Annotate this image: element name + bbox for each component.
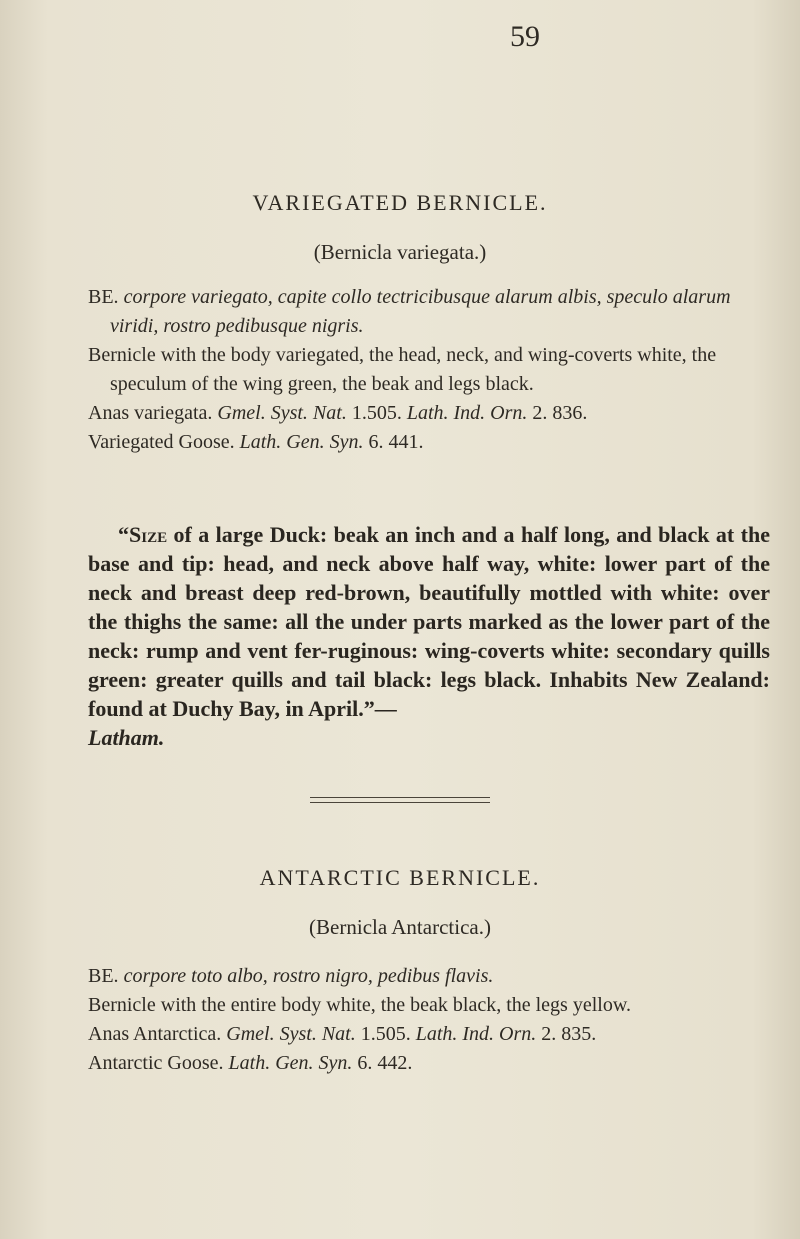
- section-title-antarctic: ANTARCTIC BERNICLE.: [259, 865, 541, 890]
- section-divider: [310, 797, 490, 803]
- synonym-ref: Lath. Gen. Syn.: [228, 1052, 353, 1074]
- latin-name-antarctic: (Bernicla Antarctica.): [309, 915, 491, 939]
- quote-text: [88, 520, 770, 723]
- synonym-ref: Lath. Ind. Orn.: [415, 1023, 537, 1045]
- latham-quote: [88, 520, 770, 752]
- synonym-ref-num: 1.505.: [360, 1023, 411, 1045]
- diagnosis-prefix: BE.: [88, 965, 119, 987]
- latin-name-variegated: (Bernicla variegata.): [313, 240, 487, 264]
- synonym-name: Anas Antarctica.: [88, 1023, 222, 1045]
- synonym-name: Anas variegata.: [88, 402, 213, 424]
- synonym-ref: Gmel. Syst. Nat.: [217, 402, 347, 424]
- latin-diagnosis: [88, 962, 770, 991]
- section-title-variegated: VARIEGATED BERNICLE.: [252, 190, 548, 215]
- synonym-ref-num: 2. 836.: [532, 402, 588, 424]
- diagnosis-latin: corpore toto albo, rostro nigro, pedibus flavis.: [123, 965, 494, 987]
- synonym-ref: Lath. Ind. Orn.: [406, 402, 528, 424]
- synonym-ref-num: 6. 442.: [357, 1052, 413, 1074]
- english-description: Bernicle with the body variegated, the head, neck, and wing-coverts white, the speculum of the wing green, the beak and legs black.: [88, 344, 717, 395]
- diagnosis-latin: corpore variegato, capite collo tectricibusque alarum albis, speculo alarum viridi, rostro pedibusque nigris.: [110, 286, 731, 337]
- synonym-name: Antarctic Goose.: [88, 1052, 224, 1074]
- synonym-line: [88, 428, 770, 457]
- quote-body: of a large Duck: beak an inch and a half long, and black at the base and tip: head, and neck above half way, white: lower part of the neck and breast deep red-brown, beautifully mottled with white: over the thighs the same: all the under parts marked as the lower part of the neck: rump and vent fer-ruginous: wing-coverts white: secondary quills green: greater quills and tail black: legs black. Inhabits New Zealand: found at Duchy Bay, in April.”—: [88, 522, 771, 721]
- synonym-line: [88, 399, 770, 428]
- quote-author: Latham.: [88, 725, 165, 750]
- synonym-ref-num: 6. 441.: [368, 431, 424, 453]
- diagnosis-block-variegated: [88, 283, 770, 457]
- synonym-ref: Lath. Gen. Syn.: [239, 431, 364, 453]
- english-description: Bernicle with the entire body white, the beak black, the legs yellow.: [88, 994, 631, 1016]
- synonym-ref-num: 2. 835.: [541, 1023, 597, 1045]
- synonym-line: [88, 1049, 770, 1078]
- quote-lead-word: Size: [129, 522, 168, 547]
- synonym-ref-num: 1.505.: [351, 402, 402, 424]
- synonym-name: Variegated Goose.: [88, 431, 235, 453]
- page-number: 59: [510, 20, 540, 53]
- synonym-line: [88, 1020, 770, 1049]
- synonym-ref: Gmel. Syst. Nat.: [226, 1023, 356, 1045]
- latin-diagnosis: [88, 283, 770, 341]
- diagnosis-prefix: BE.: [88, 286, 119, 308]
- quote-open: “: [118, 522, 129, 547]
- diagnosis-block-antarctic: [88, 962, 770, 1078]
